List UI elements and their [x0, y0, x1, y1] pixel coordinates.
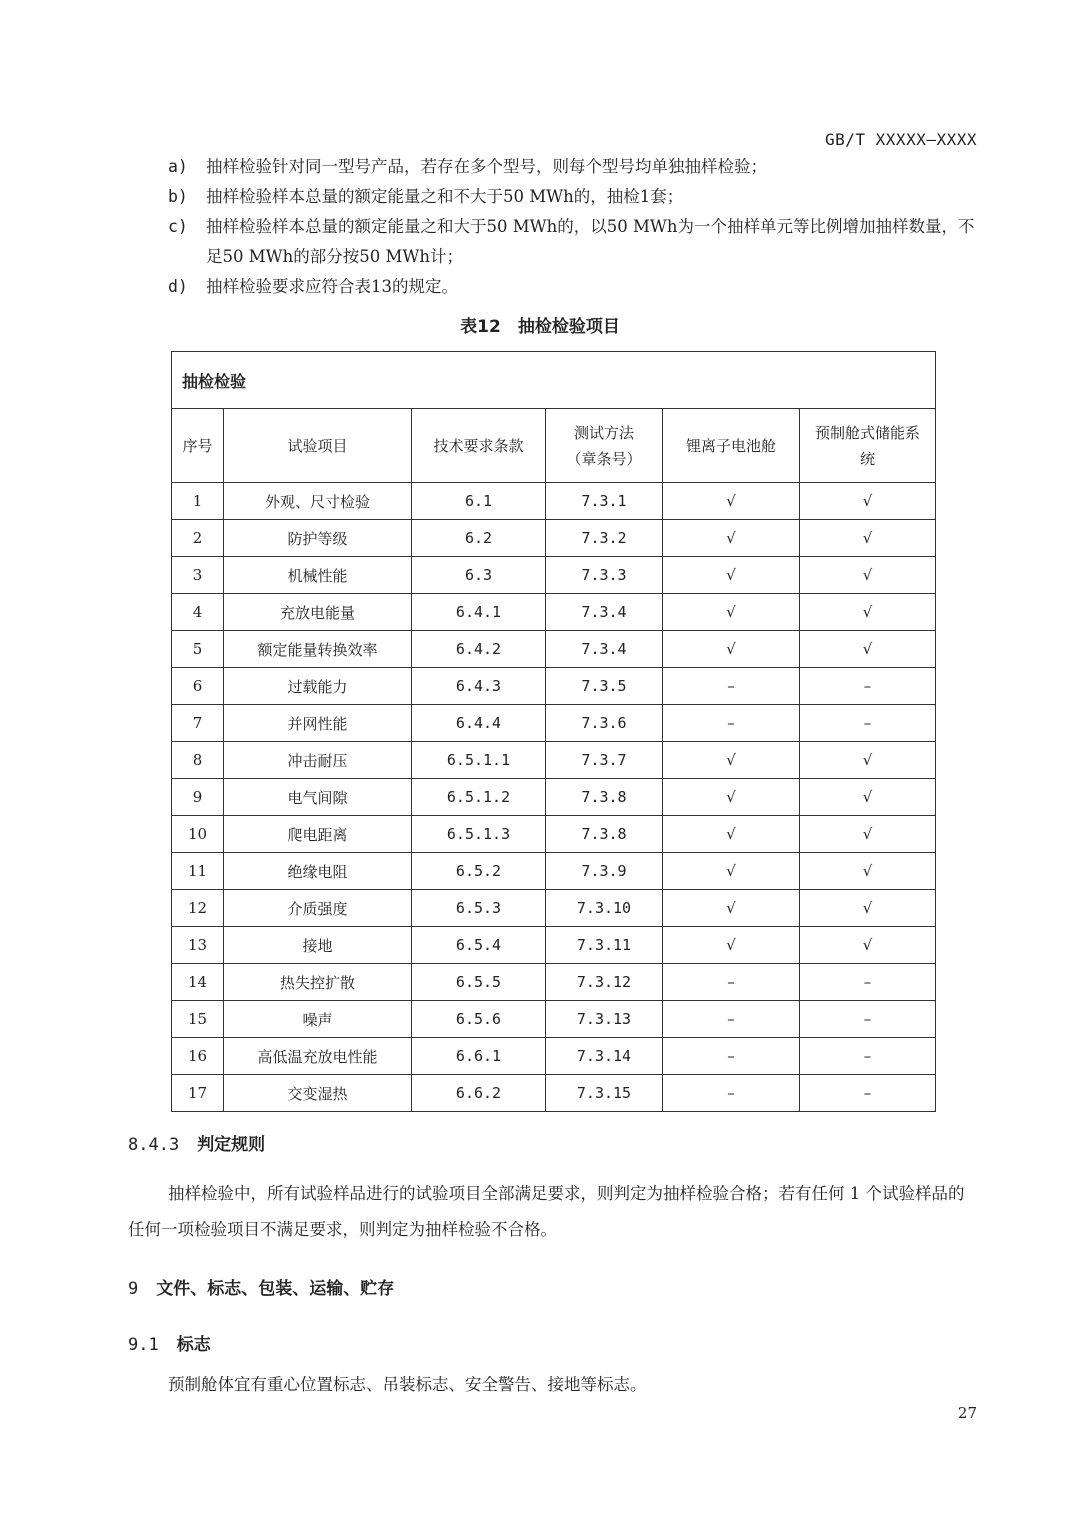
cell-prefab: √: [800, 853, 936, 890]
section-8-4-3-heading: [128, 1130, 265, 1155]
cell-liion: –: [663, 705, 800, 742]
cell-liion: √: [663, 631, 800, 668]
cell-no: 14: [172, 964, 224, 1001]
header-method: [546, 409, 663, 483]
section-title: 标志: [176, 1335, 211, 1355]
table-row: [172, 890, 936, 927]
cell-prefab: √: [800, 594, 936, 631]
section-number: 9: [128, 1279, 139, 1299]
cell-liion: –: [663, 1038, 800, 1075]
cell-liion: √: [663, 594, 800, 631]
cell-prefab: √: [800, 890, 936, 927]
cell-no: 10: [172, 816, 224, 853]
section-title: 文件、标志、包装、运输、贮存: [156, 1279, 395, 1299]
cell-item: 接地: [224, 927, 412, 964]
table-row: [172, 779, 936, 816]
header-method-line1: 测试方法: [573, 423, 634, 442]
cell-item: 介质强度: [224, 890, 412, 927]
header-prefab: 预制舱式储能系统: [800, 409, 936, 483]
cell-method: 7.3.2: [546, 520, 663, 557]
cell-prefab: –: [800, 964, 936, 1001]
cell-item: 冲击耐压: [224, 742, 412, 779]
cell-item: 热失控扩散: [224, 964, 412, 1001]
cell-no: 15: [172, 1001, 224, 1038]
cell-no: 1: [172, 483, 224, 520]
cell-prefab: √: [800, 557, 936, 594]
sampling-rules-list: [168, 152, 980, 302]
cell-prefab: –: [800, 668, 936, 705]
table-row: [172, 594, 936, 631]
cell-liion: –: [663, 1075, 800, 1112]
cell-method: 7.3.7: [546, 742, 663, 779]
cell-clause: 6.5.2: [412, 853, 546, 890]
section-9-1-heading: [128, 1330, 211, 1355]
table-row: [172, 557, 936, 594]
header-item: 试验项目: [224, 409, 412, 483]
cell-clause: 6.5.1.2: [412, 779, 546, 816]
cell-liion: √: [663, 520, 800, 557]
cell-no: 16: [172, 1038, 224, 1075]
cell-item: 额定能量转换效率: [224, 631, 412, 668]
cell-method: 7.3.3: [546, 557, 663, 594]
table-row: [172, 742, 936, 779]
cell-method: 7.3.8: [546, 816, 663, 853]
cell-item: 交变湿热: [224, 1075, 412, 1112]
cell-clause: 6.1: [412, 483, 546, 520]
cell-method: 7.3.11: [546, 927, 663, 964]
cell-liion: √: [663, 816, 800, 853]
cell-clause: 6.5.1.1: [412, 742, 546, 779]
cell-clause: 6.4.3: [412, 668, 546, 705]
cell-method: 7.3.12: [546, 964, 663, 1001]
cell-method: 7.3.13: [546, 1001, 663, 1038]
table-row: [172, 1075, 936, 1112]
cell-no: 13: [172, 927, 224, 964]
cell-prefab: √: [800, 816, 936, 853]
table-row: [172, 520, 936, 557]
section-8-4-3-body: 抽样检验中，所有试验样品进行的试验项目全部满足要求，则判定为抽样检验合格；若有任何 1 个试验样品的任何一项检验项目不满足要求，则判定为抽样检验不合格。: [128, 1184, 965, 1239]
cell-no: 5: [172, 631, 224, 668]
section-number: 8.4.3: [128, 1135, 180, 1155]
cell-liion: –: [663, 668, 800, 705]
cell-item: 电气间隙: [224, 779, 412, 816]
cell-prefab: √: [800, 927, 936, 964]
cell-item: 高低温充放电性能: [224, 1038, 412, 1075]
table-row: [172, 1001, 936, 1038]
cell-liion: √: [663, 742, 800, 779]
table-row: [172, 853, 936, 890]
cell-method: 7.3.14: [546, 1038, 663, 1075]
cell-item: 机械性能: [224, 557, 412, 594]
header-liion: 锂离子电池舱: [663, 409, 800, 483]
cell-method: 7.3.15: [546, 1075, 663, 1112]
cell-item: 噪声: [224, 1001, 412, 1038]
list-text: 抽样检验样本总量的额定能量之和大于50 MWh的，以50 MWh为一个抽样单元等比例增加抽样数量，不足50 MWh的部分按50 MWh计；: [206, 217, 975, 266]
cell-prefab: √: [800, 483, 936, 520]
list-item: [168, 212, 980, 272]
cell-no: 9: [172, 779, 224, 816]
table-row: [172, 927, 936, 964]
cell-liion: √: [663, 779, 800, 816]
list-text: 抽样检验针对同一型号产品，若存在多个型号，则每个型号均单独抽样检验；: [206, 157, 767, 176]
cell-item: 外观、尺寸检验: [224, 483, 412, 520]
section-9-1-body: 预制舱体宜有重心位置标志、吊装标志、安全警告、接地等标志。: [168, 1375, 647, 1394]
cell-item: 充放电能量: [224, 594, 412, 631]
cell-prefab: –: [800, 1075, 936, 1112]
cell-no: 7: [172, 705, 224, 742]
list-item: [168, 152, 980, 182]
page-number: 27: [957, 1404, 977, 1422]
cell-no: 2: [172, 520, 224, 557]
cell-clause: 6.6.1: [412, 1038, 546, 1075]
table-row: [172, 483, 936, 520]
list-text: 抽样检验要求应符合表13的规定。: [206, 277, 458, 296]
list-text: 抽样检验样本总量的额定能量之和不大于50 MWh的，抽检1套；: [206, 187, 684, 206]
cell-liion: √: [663, 853, 800, 890]
cell-clause: 6.5.1.3: [412, 816, 546, 853]
table-row: [172, 705, 936, 742]
cell-prefab: √: [800, 631, 936, 668]
cell-method: 7.3.4: [546, 631, 663, 668]
section-9-heading: [128, 1274, 394, 1299]
table-row: [172, 631, 936, 668]
cell-liion: √: [663, 557, 800, 594]
sampling-inspection-table: [171, 351, 936, 1112]
cell-clause: 6.2: [412, 520, 546, 557]
cell-item: 过载能力: [224, 668, 412, 705]
cell-no: 8: [172, 742, 224, 779]
cell-clause: 6.5.5: [412, 964, 546, 1001]
cell-method: 7.3.4: [546, 594, 663, 631]
table-row: [172, 668, 936, 705]
cell-method: 7.3.5: [546, 668, 663, 705]
cell-clause: 6.4.1: [412, 594, 546, 631]
cell-item: 并网性能: [224, 705, 412, 742]
cell-no: 4: [172, 594, 224, 631]
cell-prefab: √: [800, 742, 936, 779]
cell-no: 3: [172, 557, 224, 594]
cell-method: 7.3.1: [546, 483, 663, 520]
table-row: [172, 964, 936, 1001]
section-number: 9.1: [128, 1335, 159, 1355]
standard-code: GB/T XXXXX—XXXX: [825, 130, 977, 149]
header-no: 序号: [172, 409, 224, 483]
cell-liion: √: [663, 890, 800, 927]
cell-clause: 6.6.2: [412, 1075, 546, 1112]
table-row: [172, 1038, 936, 1075]
cell-item: 爬电距离: [224, 816, 412, 853]
table-caption: 表12 抽检检验项目: [460, 317, 620, 337]
section-title: 判定规则: [197, 1135, 266, 1155]
cell-prefab: √: [800, 520, 936, 557]
cell-no: 17: [172, 1075, 224, 1112]
cell-no: 6: [172, 668, 224, 705]
table-row: [172, 816, 936, 853]
list-item: [168, 272, 980, 302]
table-group-title: 抽检检验: [172, 352, 936, 409]
cell-prefab: –: [800, 1038, 936, 1075]
cell-item: 防护等级: [224, 520, 412, 557]
cell-clause: 6.5.4: [412, 927, 546, 964]
cell-prefab: √: [800, 779, 936, 816]
list-item: [168, 182, 980, 212]
cell-clause: 6.5.3: [412, 890, 546, 927]
list-marker: d): [168, 277, 188, 296]
cell-no: 11: [172, 853, 224, 890]
header-clause: 技术要求条款: [412, 409, 546, 483]
list-marker: a): [168, 157, 188, 176]
header-method-line2: （章条号）: [566, 449, 642, 468]
cell-liion: –: [663, 1001, 800, 1038]
cell-no: 12: [172, 890, 224, 927]
cell-method: 7.3.9: [546, 853, 663, 890]
list-marker: b): [168, 187, 188, 206]
cell-prefab: –: [800, 1001, 936, 1038]
cell-clause: 6.3: [412, 557, 546, 594]
cell-clause: 6.5.6: [412, 1001, 546, 1038]
cell-method: 7.3.10: [546, 890, 663, 927]
cell-method: 7.3.6: [546, 705, 663, 742]
cell-prefab: –: [800, 705, 936, 742]
cell-liion: –: [663, 964, 800, 1001]
cell-item: 绝缘电阻: [224, 853, 412, 890]
cell-liion: √: [663, 483, 800, 520]
cell-clause: 6.4.4: [412, 705, 546, 742]
list-marker: c): [168, 217, 188, 236]
cell-liion: √: [663, 927, 800, 964]
cell-method: 7.3.8: [546, 779, 663, 816]
cell-clause: 6.4.2: [412, 631, 546, 668]
